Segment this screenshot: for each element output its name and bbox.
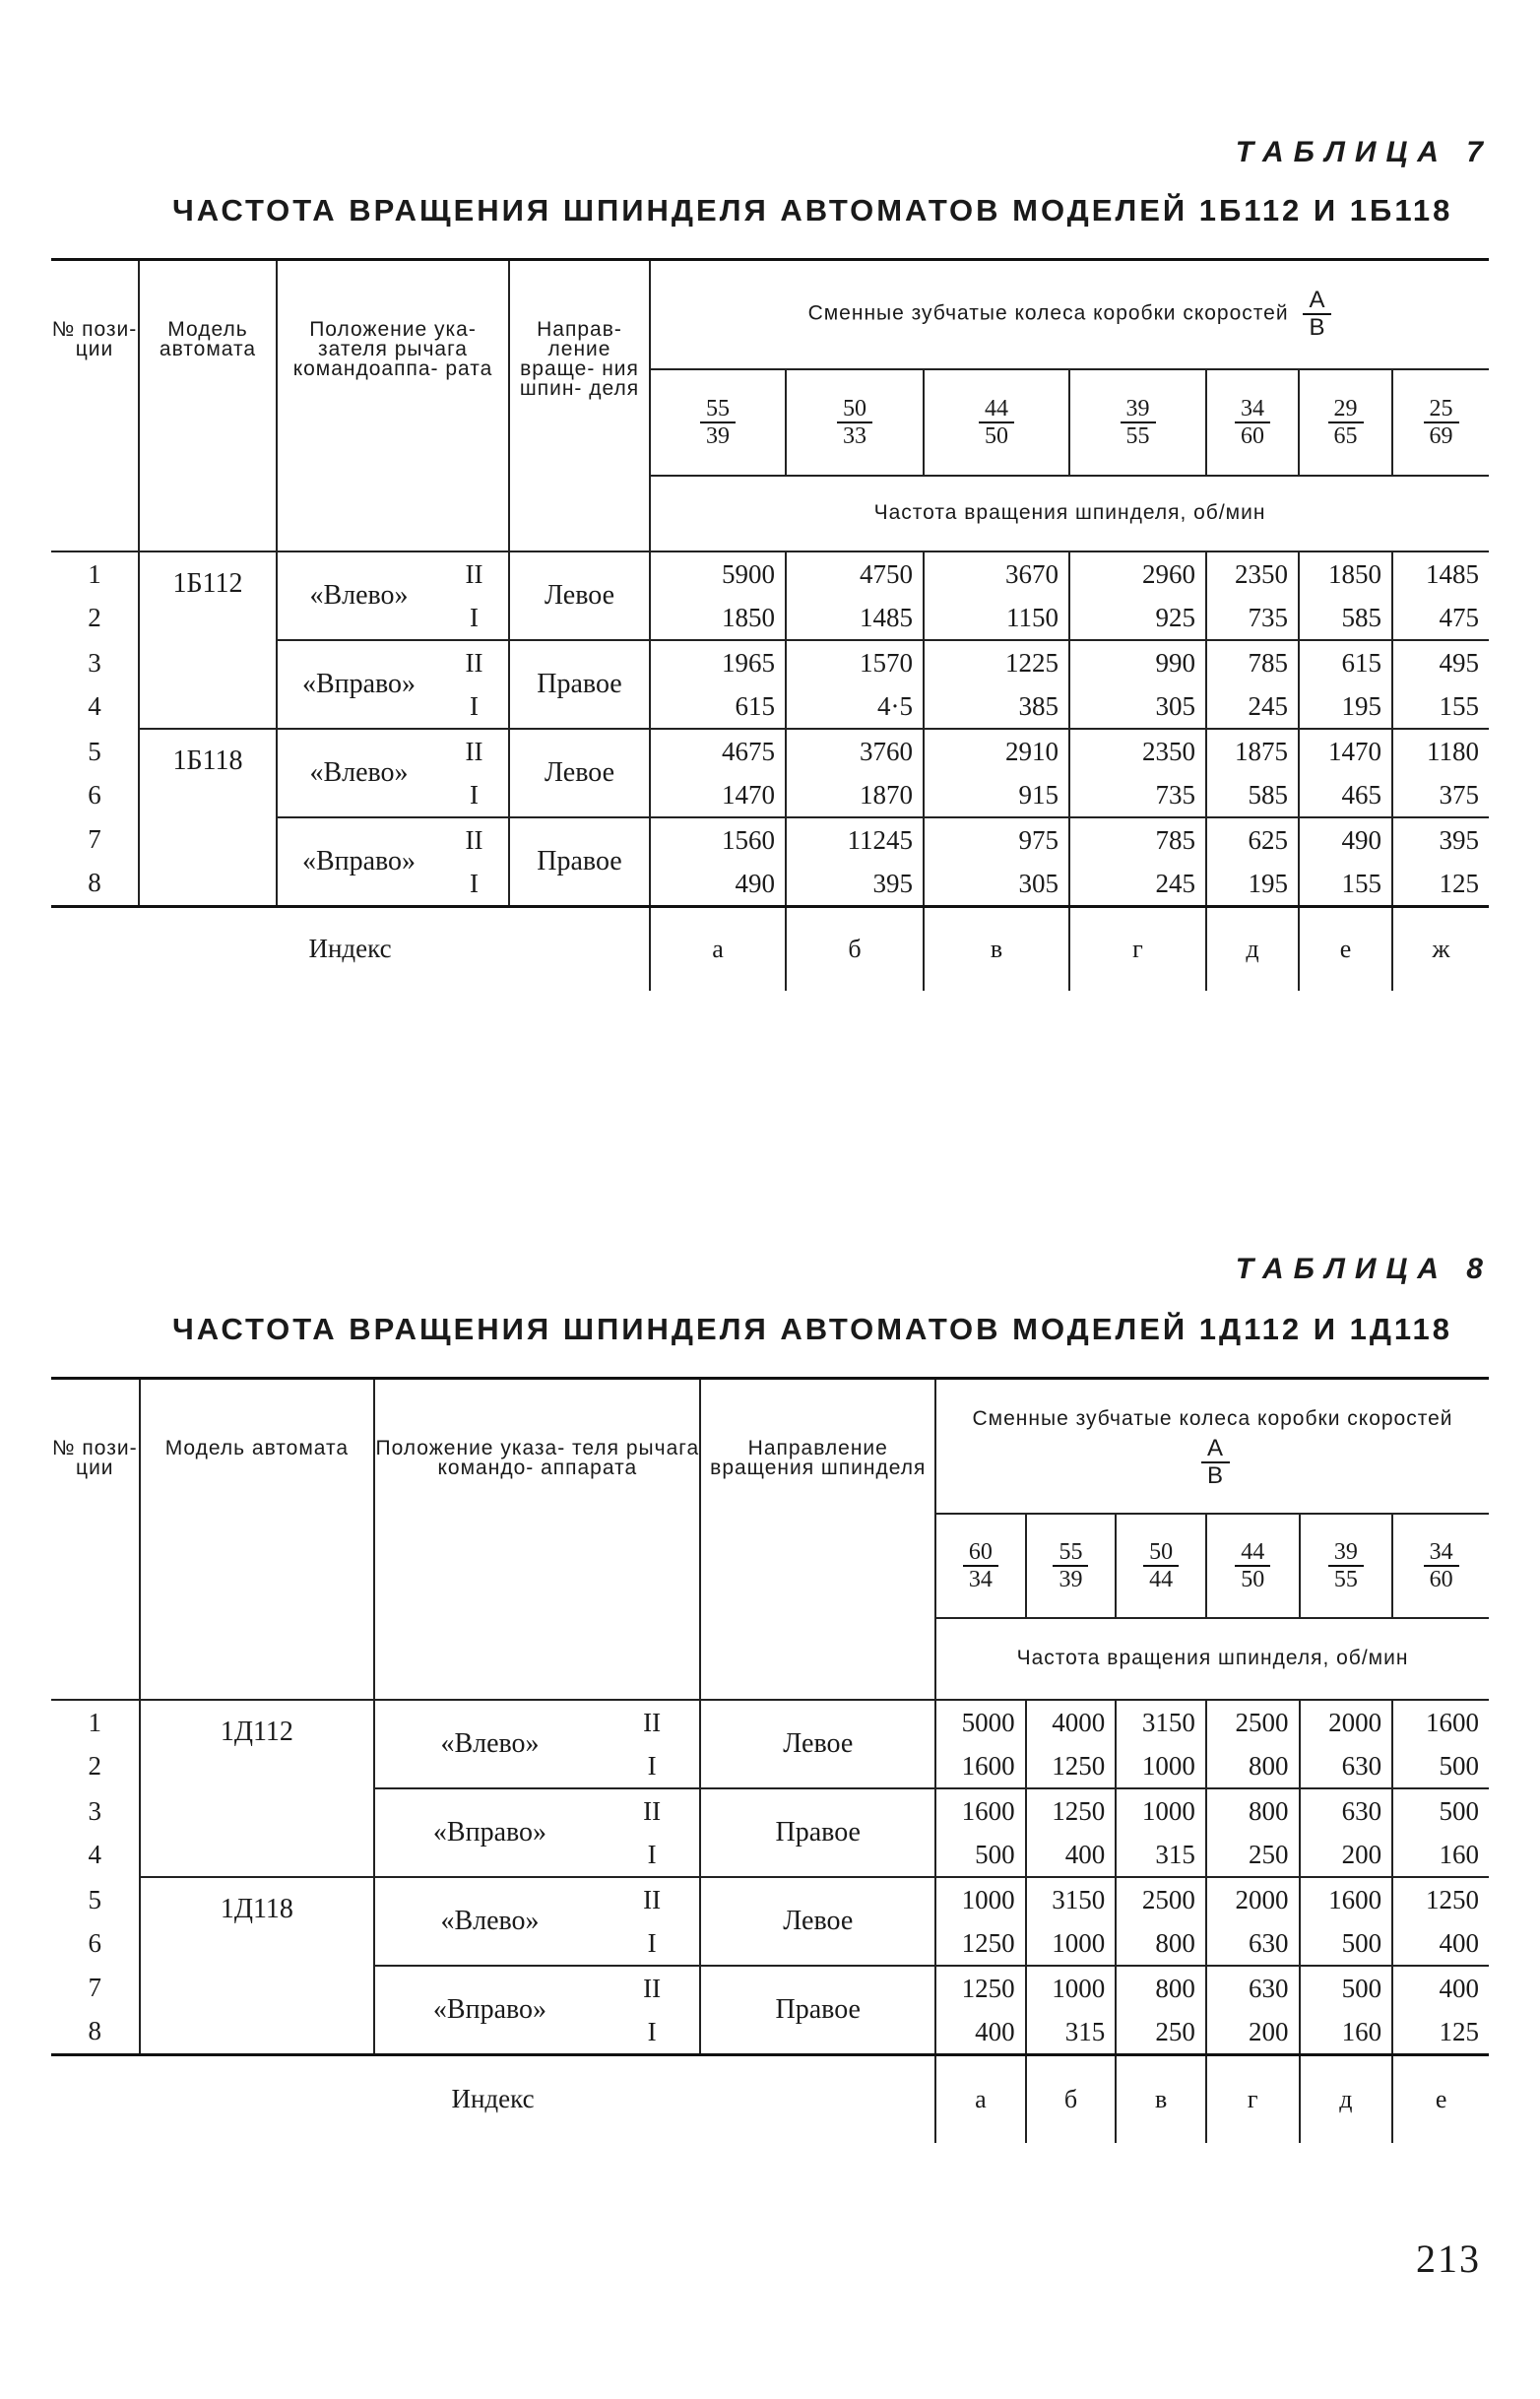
header-lever-position: Положение указа- теля рычага командо- аппарата: [374, 1379, 700, 1700]
gear-fraction: $\frac{50}{33}$: [837, 396, 872, 449]
header-gears-label: Сменные зубчатые колеса коробки скоростей: [807, 301, 1289, 325]
speed-values: 4750 1485: [786, 551, 924, 640]
header-model: Модель автомата: [140, 1379, 375, 1700]
speed-values: 2960 925: [1069, 551, 1206, 640]
speed-values: 2910 915: [924, 729, 1069, 817]
speed-values: 1000 315: [1026, 1966, 1117, 2055]
header-speed: Частота вращения шпинделя, об/мин: [650, 476, 1489, 551]
speed-values: 3150 1000: [1116, 1700, 1206, 1788]
index-letter: г: [1069, 906, 1206, 991]
speed-values: 395 125: [1392, 817, 1489, 907]
table7: [51, 258, 1489, 991]
lever-position: «Вправо»: [277, 817, 440, 907]
model-cell: 1Д118: [140, 1877, 375, 2055]
header-model: Модель автомата: [139, 260, 277, 551]
speed-values: 2000 630: [1300, 1700, 1393, 1788]
speed-values: 500 160: [1300, 1966, 1393, 2055]
speed-values: 2500 800: [1116, 1877, 1206, 1966]
table-row: [51, 551, 1489, 640]
speed-values: 1000 315: [1116, 1788, 1206, 1877]
lever-gear: II I: [605, 1700, 701, 1788]
position-numbers: 5 6: [88, 1884, 102, 1958]
gear-ratio-col-1: [935, 1514, 1026, 1618]
speed-values: 1250 400: [935, 1966, 1026, 2055]
position-numbers: 3 4: [88, 647, 101, 721]
rotation-direction: Левое: [700, 1700, 935, 1788]
speed-values: 3150 1000: [1026, 1877, 1117, 1966]
header-gears: [935, 1379, 1489, 1514]
speed-values: 975 305: [924, 817, 1069, 907]
lever-position: «Вправо»: [374, 1788, 605, 1877]
gear-ratio-col-3: [1116, 1514, 1206, 1618]
gear-fraction: $\frac{34}{60}$: [1424, 1539, 1459, 1592]
speed-values: 1600 500: [1392, 1700, 1489, 1788]
speed-values: 5000 1600: [935, 1700, 1026, 1788]
gear-ratio-col-2: [786, 369, 924, 476]
gear-ratio-col-6: [1392, 1514, 1489, 1618]
speed-values: 990 305: [1069, 640, 1206, 729]
lever-position: «Влево»: [374, 1700, 605, 1788]
index-letter: б: [786, 906, 924, 991]
speed-values: 495 155: [1392, 640, 1489, 729]
speed-values: 785 245: [1206, 640, 1299, 729]
speed-values: 1250 400: [1026, 1788, 1117, 1877]
speed-values: 1850 585: [1299, 551, 1392, 640]
speed-values: 3670 1150: [924, 551, 1069, 640]
rotation-direction: Правое: [700, 1966, 935, 2055]
gears-ratio: $\frac{A}{B}$: [1303, 288, 1331, 341]
lever-position: «Влево»: [277, 729, 440, 817]
speed-values: 1225 385: [924, 640, 1069, 729]
header-lever-position: Положение ука- зателя рычага командоаппа- рата: [277, 260, 509, 551]
lever-gear: II I: [605, 1788, 701, 1877]
speed-values: 3760 1870: [786, 729, 924, 817]
lever-position: «Вправо»: [277, 640, 440, 729]
position-numbers: 3 4: [88, 1795, 102, 1869]
rotation-direction: Правое: [509, 640, 650, 729]
index-letter: ж: [1392, 906, 1489, 991]
lever-gear: II I: [643, 1973, 662, 2046]
speed-values: 1965 615: [650, 640, 786, 729]
index-letter: е: [1299, 906, 1392, 991]
table8: [51, 1377, 1489, 2143]
gears-ratio: $\frac{A}{B}$: [1201, 1436, 1230, 1489]
header-direction: Направление вращения шпинделя: [700, 1379, 935, 1700]
lever-gear: II I: [440, 551, 509, 640]
gear-ratio-col-4: [1069, 369, 1206, 476]
index-letter: в: [924, 906, 1069, 991]
position-numbers: 7 8: [88, 1973, 102, 2045]
position-numbers: 5 6: [88, 736, 101, 810]
table-row: [51, 1877, 1489, 1966]
gear-fraction: $\frac{25}{69}$: [1424, 396, 1459, 449]
rotation-direction: Левое: [509, 551, 650, 640]
table-row: [51, 729, 1489, 817]
table-row: [51, 1700, 1489, 1788]
rotation-direction: Правое: [700, 1788, 935, 1877]
gear-fraction: $\frac{39}{55}$: [1121, 396, 1156, 449]
model-cell: 1Б118: [139, 729, 277, 907]
lever-position: «Влево»: [374, 1877, 605, 1966]
speed-values: 1570 4·5: [786, 640, 924, 729]
header-gears: [650, 260, 1489, 369]
gear-ratio-col-1: [650, 369, 786, 476]
gear-fraction: $\frac{44}{50}$: [979, 396, 1014, 449]
lever-gear: II I: [440, 640, 509, 729]
speed-values: 1600 500: [1300, 1877, 1393, 1966]
gear-ratio-col-3: [924, 369, 1069, 476]
model-cell: 1Б112: [139, 551, 277, 729]
index-label: Индекс: [451, 2084, 535, 2114]
position-numbers: 1 2: [88, 559, 101, 632]
speed-values: 1250 400: [1392, 1877, 1489, 1966]
position-numbers: 7 8: [88, 824, 101, 897]
lever-position: «Вправо»: [374, 1966, 605, 2055]
speed-values: 5900 1850: [650, 551, 786, 640]
gear-fraction: $\frac{44}{50}$: [1235, 1539, 1270, 1592]
speed-values: 1485 475: [1392, 551, 1489, 640]
speed-values: 1180 375: [1392, 729, 1489, 817]
position-numbers: 1 2: [88, 1708, 102, 1781]
lever-gear: II I: [605, 1877, 701, 1966]
index-letter: д: [1300, 2054, 1393, 2143]
model-cell: 1Д112: [140, 1700, 375, 1877]
index-letter: а: [650, 906, 786, 991]
speed-values: 630 200: [1300, 1788, 1393, 1877]
rotation-direction: Левое: [509, 729, 650, 817]
speed-values: 1000 1250: [935, 1877, 1026, 1966]
header-gears-label: Сменные зубчатые колеса коробки скоростей: [972, 1407, 1453, 1431]
speed-values: 1560 490: [650, 817, 786, 907]
speed-values: 785 245: [1069, 817, 1206, 907]
lever-gear: II I: [440, 729, 509, 817]
gear-fraction: $\frac{55}{39}$: [700, 396, 736, 449]
rotation-direction: Правое: [509, 817, 650, 907]
lever-gear: II I: [465, 824, 483, 898]
index-label: Индекс: [308, 934, 392, 964]
lever-position: «Влево»: [277, 551, 440, 640]
speed-values: 2000 630: [1206, 1877, 1300, 1966]
index-letter: е: [1392, 2054, 1489, 2143]
speed-values: 4000 1250: [1026, 1700, 1117, 1788]
header-speed: Частота вращения шпинделя, об/мин: [935, 1618, 1489, 1700]
speed-values: 615 195: [1299, 640, 1392, 729]
gear-ratio-col-4: [1206, 1514, 1300, 1618]
speed-values: 4675 1470: [650, 729, 786, 817]
gear-ratio-col-7: [1392, 369, 1489, 476]
speed-values: 2350 735: [1069, 729, 1206, 817]
header-direction: Направ- ление враще- ния шпин- деля: [509, 260, 650, 551]
header-position-number: № пози- ции: [51, 318, 138, 360]
speed-values: 1600 500: [935, 1788, 1026, 1877]
index-letter: в: [1116, 2054, 1206, 2143]
table8-caption: ТАБЛИЦА 8: [1235, 1253, 1493, 1285]
speed-values: 400 125: [1392, 1966, 1489, 2055]
rotation-direction: Левое: [700, 1877, 935, 1966]
index-letter: а: [935, 2054, 1026, 2143]
gear-ratio-col-2: [1026, 1514, 1117, 1618]
speed-values: 490 155: [1299, 817, 1392, 907]
gear-ratio-col-5: [1206, 369, 1299, 476]
speed-values: 800 250: [1116, 1966, 1206, 2055]
header-position-number: № пози- ции: [52, 1437, 138, 1479]
speed-values: 630 200: [1206, 1966, 1300, 2055]
speed-values: 2500 800: [1206, 1700, 1300, 1788]
speed-values: 11245 395: [786, 817, 924, 907]
table8-title: ЧАСТОТА ВРАЩЕНИЯ ШПИНДЕЛЯ АВТОМАТОВ МОДЕЛЕЙ 1Д112 И 1Д118: [172, 1312, 1452, 1346]
gear-ratio-col-6: [1299, 369, 1392, 476]
gear-ratio-col-5: [1300, 1514, 1393, 1618]
speed-values: 1875 585: [1206, 729, 1299, 817]
speed-values: 500 160: [1392, 1788, 1489, 1877]
speed-values: 625 195: [1206, 817, 1299, 907]
table7-caption: ТАБЛИЦА 7: [1235, 136, 1493, 168]
gear-fraction: $\frac{50}{44}$: [1143, 1539, 1179, 1592]
page-number: 213: [1416, 2237, 1481, 2281]
index-letter: г: [1206, 2054, 1300, 2143]
speed-values: 2350 735: [1206, 551, 1299, 640]
gear-fraction: $\frac{34}{60}$: [1235, 396, 1270, 449]
gear-fraction: $\frac{55}{39}$: [1053, 1539, 1088, 1592]
index-letter: д: [1206, 906, 1299, 991]
speed-values: 800 250: [1206, 1788, 1300, 1877]
speed-values: 1470 465: [1299, 729, 1392, 817]
gear-fraction: $\frac{39}{55}$: [1328, 1539, 1364, 1592]
index-letter: б: [1026, 2054, 1117, 2143]
table7-title: ЧАСТОТА ВРАЩЕНИЯ ШПИНДЕЛЯ АВТОМАТОВ МОДЕЛЕЙ 1Б112 И 1Б118: [172, 193, 1453, 227]
gear-fraction: $\frac{29}{65}$: [1328, 396, 1364, 449]
gear-fraction: $\frac{60}{34}$: [963, 1539, 998, 1592]
